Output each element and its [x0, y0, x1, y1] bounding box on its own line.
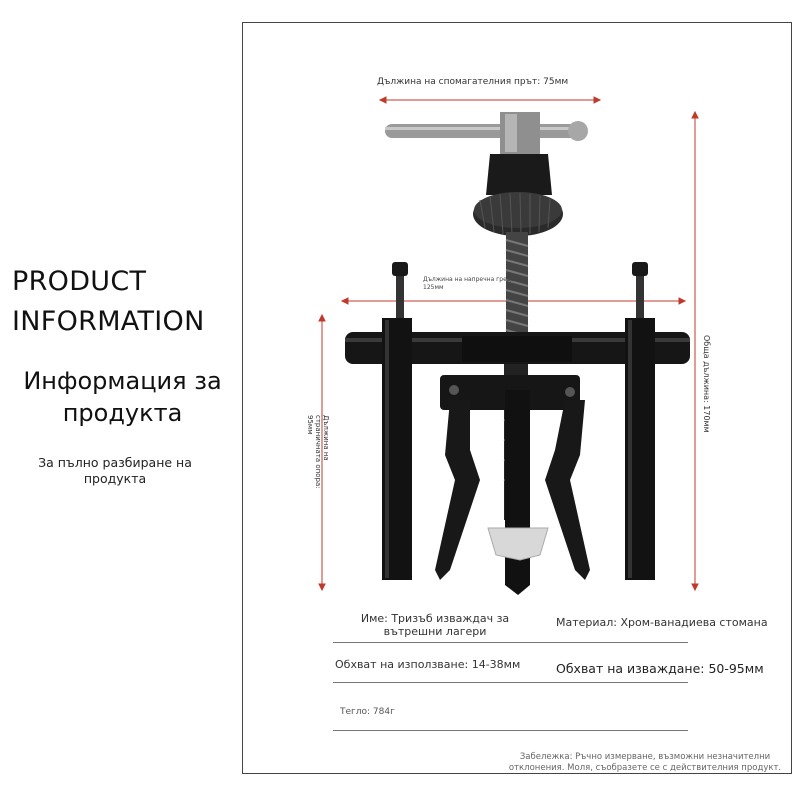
spec-divider-2 — [333, 682, 688, 683]
spec-extraction-range: Обхват на изваждане: 50-95мм — [556, 661, 764, 676]
total-length-label: Обща дължина: 170мм — [702, 335, 711, 433]
spec-divider-1 — [333, 642, 688, 643]
spec-divider-3 — [333, 730, 688, 731]
spec-usage-range: Обхват на използване: 14-38мм — [335, 658, 521, 671]
rod-length-label: Дължина на спомагателния прът: 75мм — [377, 77, 569, 87]
spec-material: Материал: Хром-ванадиева стомана — [556, 616, 768, 629]
measurement-note: Забележка: Ръчно измерване, възможни незначителни отклонения. Моля, съобразете се с действителния продукт. — [508, 752, 782, 773]
subtitle: За пълно разбиране на продукта — [38, 455, 192, 486]
spec-name: Име: Тризъб изваждач за вътрешни лагери — [360, 612, 510, 638]
title-english-line2: INFORMATION — [12, 306, 205, 337]
crossbar-length-label: Дължина на напречна греда: 125мм — [423, 276, 517, 291]
spec-weight: Тегло: 784г — [340, 707, 395, 717]
side-leg-length-label: Дължина на страничната опора: 95мм — [306, 415, 330, 489]
title-bulgarian: Информация за продукта — [23, 367, 222, 427]
t-handle — [385, 112, 588, 154]
title-english-line1: PRODUCT — [12, 266, 147, 297]
